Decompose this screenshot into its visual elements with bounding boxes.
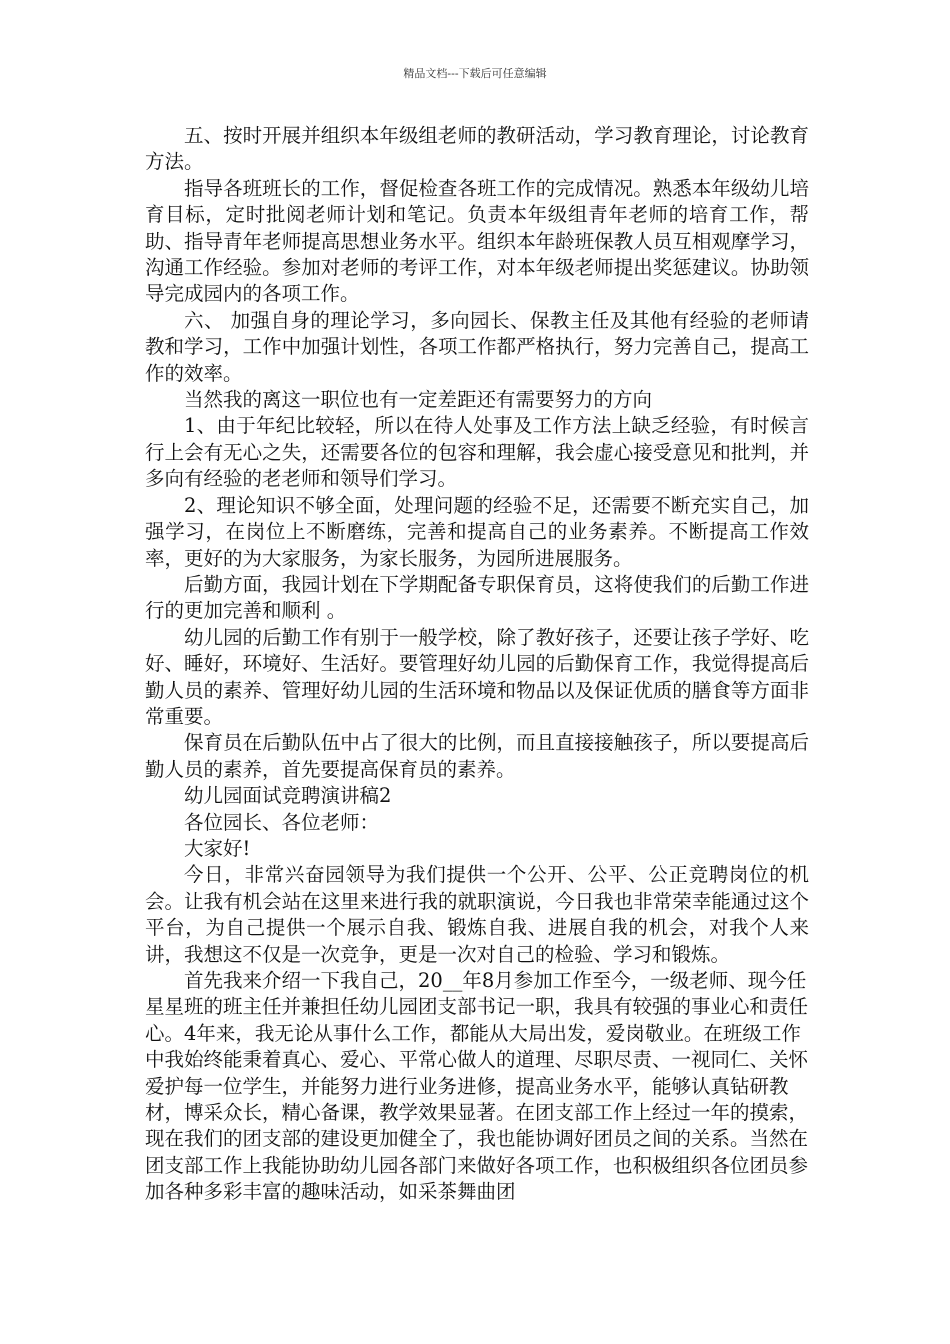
page-header: 精品文档---下载后可任意编辑 <box>403 67 547 80</box>
paragraph: 幼儿园的后勤工作有别于一般学校，除了教好孩子，还要让孩子学好、吃好、睡好，环境好、生活好。要管理好幼儿园的后勤保育工作，我觉得提高后勤人员的素养、管理好幼儿园的生活环境和物品以及保证优质的膳食等方面非常重要。 <box>145 625 809 728</box>
paragraph: 1、由于年纪比较轻，所以在待人处事及工作方法上缺乏经验，有时候言行上会有无心之失，还需要各位的包容和理解，我会虚心接受意见和批判，并多向有经验的老老师和领导们学习。 <box>145 414 809 491</box>
salutation: 各位园长、各位老师： <box>184 810 380 834</box>
document-body <box>145 123 809 1206</box>
greeting: 大家好! <box>184 836 251 860</box>
paragraph: 保育员在后勤队伍中占了很大的比例，而且直接接触孩子，所以要提高后勤人员的素养，首先要提高保育员的素养。 <box>145 731 809 781</box>
paragraph: 首先我来介绍一下我自己，20__年8月参加工作至今，一级老师、现今任星星班的班主任并兼担任幼儿园团支部书记一职，我具有较强的事业心和责任心。4年来，我无论从事什么工作，都能从大局出发，爱岗敬业。在班级工作中我始终能秉着真心、爱心、平常心做人的道理、尽职尽责、一视同仁、关怀爱护每一位学生，并能努力进行业务进修，提高业务水平，能够认真钻研教材，博采众长，精心备课，教学效果显著。在团支部工作上经过一年的摸索，现在我们的团支部的建设更加健全了，我也能协调好团员之间的关系。当然在团支部工作上我能协助幼儿园各部门来做好各项工作，也积极组织各位团员参加各种多彩丰富的趣味活动，如采茶舞曲团 <box>145 969 809 1204</box>
paragraph: 后勤方面，我园计划在下学期配备专职保育员，这将使我们的后勤工作进行的更加完善和顺利 。 <box>145 572 809 623</box>
paragraph: 当然我的离这一职位也有一定差距还有需要努力的方向 <box>184 388 653 412</box>
paragraph: 五、按时开展并组织本年级组老师的教研活动，学习教育理论，讨论教育方法。 <box>145 124 809 174</box>
paragraph: 六、 加强自身的理论学习，多向园长、保教主任及其他有经验的老师请教和学习，工作中加强计划性，各项工作都严格执行，努力完善自己，提高工作的效率。 <box>145 308 809 385</box>
paragraph: 今日，非常兴奋园领导为我们提供一个公开、公平、公正竞聘岗位的机会。让我有机会站在这里来进行我的就职演说，今日我也非常荣幸能通过这个平台，为自己提供一个展示自我、锻炼自我、进展自我的机会，对我个人来讲，我想这不仅是一次竞争，更是一次对自己的检验、学习和锻炼。 <box>145 863 809 966</box>
paragraph: 2、理论知识不够全面，处理问题的经验不足，还需要不断充实自己，加强学习，在岗位上不断磨练，完善和提高自己的业务素养。不断提高工作效率，更好的为大家服务，为家长服务，为园所进展服务。 <box>145 493 809 570</box>
section-title: 幼儿园面试竞聘演讲稿2 <box>184 784 392 808</box>
paragraph: 指导各班班长的工作，督促检查各班工作的完成情况。熟悉本年级幼儿培育目标，定时批阅老师计划和笔记。负责本年级组青年老师的培育工作，帮助、指导青年老师提高思想业务水平。组织本年龄班保教人员互相观摩学习，沟通工作经验。参加对老师的考评工作，对本年级老师提出奖惩建议。协助领导完成园内的各项工作。 <box>145 176 809 306</box>
